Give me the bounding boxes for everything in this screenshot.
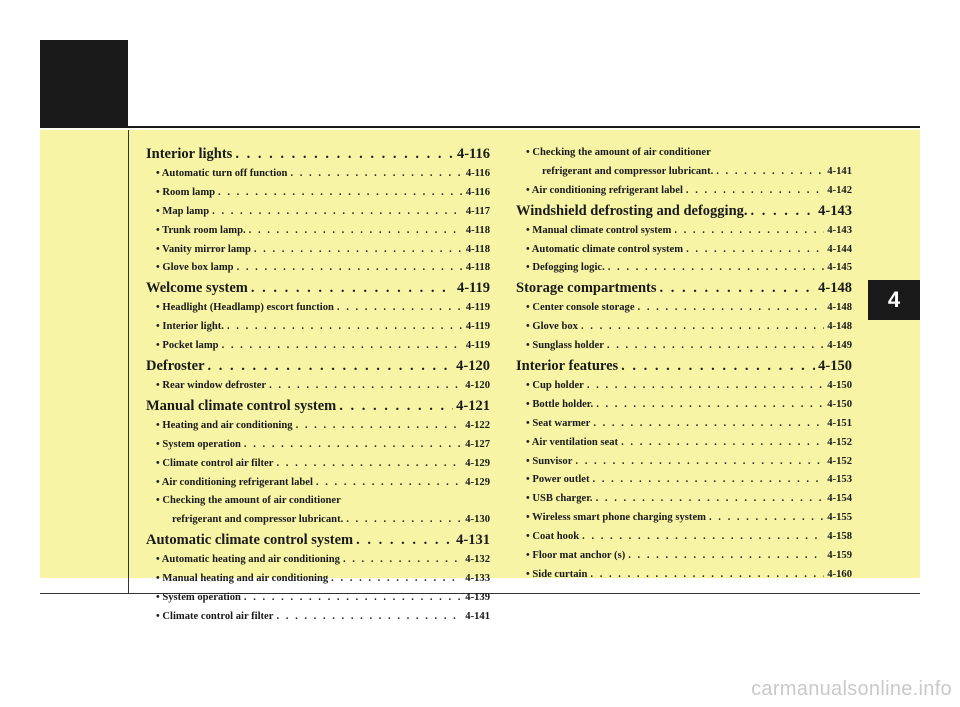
toc-entry[interactable]	[516, 182, 852, 201]
toc-entry-label: • Automatic heating and air conditioning	[156, 554, 340, 566]
toc-page-number: 4-141	[465, 610, 490, 622]
toc-page-number: 4-159	[827, 550, 852, 562]
toc-entry[interactable]	[146, 337, 490, 356]
toc-entry[interactable]	[516, 547, 852, 566]
toc-entry[interactable]	[516, 490, 852, 509]
dot-leader	[621, 434, 824, 453]
toc-section-heading[interactable]	[146, 278, 490, 299]
dot-leader	[608, 259, 825, 278]
toc-entry-label: • Headlight (Headlamp) escort function	[156, 302, 334, 314]
toc-entry[interactable]	[516, 566, 852, 585]
dot-leader	[628, 547, 824, 566]
dot-leader	[751, 201, 816, 222]
toc-entry-label: • Glove box	[526, 321, 578, 333]
dot-leader	[686, 182, 824, 201]
toc-page-number: 4-120	[465, 380, 490, 392]
toc-entry-label: • Bottle holder.	[526, 398, 594, 410]
toc-page-number: 4-148	[827, 302, 852, 314]
toc-entry[interactable]	[516, 241, 852, 260]
toc-entry-label: • Room lamp	[156, 186, 216, 198]
dot-leader	[660, 278, 816, 299]
dot-leader	[227, 318, 463, 337]
toc-page-number: 4-132	[465, 554, 490, 566]
toc-page-number: 4-118	[465, 262, 490, 274]
toc-page-number: 4-120	[456, 358, 490, 375]
toc-entry[interactable]	[146, 184, 490, 203]
toc-entry-label: • Air ventilation seat	[526, 436, 619, 448]
toc-entry[interactable]	[146, 436, 490, 455]
toc-entry-label: • Automatic turn off function	[156, 168, 288, 179]
dot-leader	[276, 455, 462, 474]
toc-page-number: 4-133	[465, 573, 490, 585]
toc-page-number: 4-154	[827, 493, 852, 505]
toc-page-number: 4-129	[465, 476, 490, 488]
toc-page-number: 4-151	[827, 417, 852, 429]
toc-entry-label: • Checking the amount of air conditioner	[156, 495, 341, 507]
toc-section-heading[interactable]	[146, 356, 490, 377]
dot-leader	[337, 299, 463, 318]
dot-leader	[208, 356, 454, 377]
toc-page-number: 4-149	[827, 340, 852, 352]
toc-entry[interactable]	[146, 241, 490, 260]
toc-entry[interactable]	[516, 396, 852, 415]
toc-entry-label: Manual climate control system	[146, 397, 337, 414]
toc-entry-label: • Heating and air conditioning	[156, 419, 293, 431]
toc-entry[interactable]	[146, 222, 490, 241]
toc-page-number: 4-118	[465, 224, 490, 236]
toc-page-number: 4-122	[465, 419, 490, 431]
toc-entry-label: • Glove box lamp	[156, 262, 234, 274]
toc-page-number: 4-144	[827, 243, 852, 255]
toc-page-number: 4-119	[465, 302, 490, 314]
dot-leader	[222, 337, 463, 356]
toc-entry-label: Interior features	[516, 358, 619, 375]
watermark: carmanualsonline.info	[751, 678, 952, 700]
toc-page-number: 4-121	[456, 397, 490, 414]
toc-entry[interactable]	[516, 528, 852, 547]
toc-section-heading[interactable]	[146, 530, 490, 551]
dot-leader	[244, 589, 462, 608]
dot-leader	[254, 241, 463, 260]
toc-entry-label: • System operation	[156, 438, 241, 450]
dot-leader	[596, 396, 824, 415]
toc-entry-label: • Automatic climate control system	[526, 243, 684, 255]
dot-leader	[339, 396, 453, 417]
dot-leader	[218, 184, 463, 203]
toc-section-heading[interactable]	[516, 201, 852, 222]
toc-entry[interactable]	[516, 415, 852, 434]
toc-entry-label: • Air conditioning refrigerant label	[526, 184, 683, 196]
toc-page-number: 4-143	[827, 224, 852, 236]
toc-page-number: 4-117	[465, 205, 490, 217]
toc-entry-label: • Manual heating and air conditioning	[156, 573, 329, 585]
dot-leader	[596, 490, 825, 509]
toc-page-number: 4-160	[827, 568, 852, 580]
toc-entry[interactable]	[516, 453, 852, 472]
toc-entry-label: • Map lamp	[156, 205, 210, 217]
toc-entry-label: • Climate control air filter	[156, 610, 274, 622]
toc-page-number: 4-148	[827, 321, 852, 333]
toc-entry[interactable]	[516, 222, 852, 241]
dot-leader	[593, 415, 824, 434]
toc-entry[interactable]	[146, 589, 490, 608]
dot-leader	[716, 163, 824, 182]
toc-entry[interactable]	[516, 318, 852, 337]
toc-page-number: 4-153	[827, 474, 852, 486]
toc-entry[interactable]	[516, 163, 852, 182]
margin-divider	[128, 130, 129, 594]
toc-page-number: 4-116	[465, 186, 490, 198]
toc-entry[interactable]	[516, 144, 852, 163]
dot-leader	[276, 608, 462, 627]
toc-entry-label: • Side curtain	[526, 568, 588, 580]
dot-leader	[674, 222, 824, 241]
toc-entry-label: • Center console storage	[526, 302, 635, 314]
dot-leader	[343, 551, 462, 570]
toc-page-number: 4-119	[465, 321, 490, 333]
toc-entry-label: Defroster	[146, 358, 205, 375]
toc-entry-label: Interior lights	[146, 146, 233, 162]
dot-leader	[212, 203, 463, 222]
toc-entry-label: • Vanity mirror lamp	[156, 243, 251, 255]
dot-leader	[607, 337, 824, 356]
toc-entry-label: Welcome system	[146, 280, 248, 297]
toc-entry-label: • Checking the amount of air conditioner	[526, 147, 711, 158]
dot-leader	[249, 222, 463, 241]
dot-leader	[593, 471, 825, 490]
dot-leader	[316, 474, 462, 493]
toc-entry-label: • System operation	[156, 592, 241, 604]
toc-page-number: 4-142	[827, 184, 852, 196]
dot-leader	[590, 566, 824, 585]
toc-section-heading[interactable]	[146, 396, 490, 417]
toc-page-number: 4-152	[827, 436, 852, 448]
toc-entry-label: • Seat warmer	[526, 417, 591, 429]
toc-entry[interactable]	[516, 471, 852, 490]
toc-page-number: 4-158	[827, 531, 852, 543]
toc-page-number: 4-150	[827, 380, 852, 392]
toc-entry[interactable]	[146, 455, 490, 474]
dot-leader	[356, 530, 453, 551]
toc-entry-label: Storage compartments	[516, 280, 657, 297]
toc-entry-label: • Coat hook	[526, 531, 580, 543]
toc-page-number: 4-116	[465, 168, 490, 179]
toc-entry[interactable]	[146, 165, 490, 184]
dot-leader	[251, 278, 454, 299]
dot-leader	[269, 377, 462, 396]
toc-entry[interactable]	[146, 417, 490, 436]
toc-entry-label: • Air conditioning refrigerant label	[156, 476, 313, 488]
toc-page-number: 4-131	[456, 532, 490, 549]
toc-section-heading[interactable]	[516, 356, 852, 377]
dot-leader	[709, 509, 824, 528]
toc-page-number: 4-143	[818, 202, 852, 219]
toc-entry-label: • Defogging logic.	[526, 262, 605, 274]
toc-entry[interactable]	[516, 337, 852, 356]
toc-entry[interactable]	[516, 377, 852, 396]
toc-entry-label: refrigerant and compressor lubricant.	[172, 514, 344, 526]
dot-leader	[244, 436, 462, 455]
toc-entry[interactable]	[516, 434, 852, 453]
dot-leader	[575, 453, 824, 472]
toc-page-number: 4-139	[465, 592, 490, 604]
toc-entry-label: • Wireless smart phone charging system	[526, 512, 706, 524]
toc-page-number: 4-141	[827, 165, 852, 177]
toc-section-heading[interactable]	[516, 278, 852, 299]
toc-entry-label: • Floor mat anchor (s)	[526, 550, 626, 562]
dot-leader	[346, 511, 462, 530]
dot-leader	[581, 318, 824, 337]
dot-leader	[235, 144, 454, 165]
toc-entry[interactable]	[146, 570, 490, 589]
toc-entry-label: Windshield defrosting and defogging.	[516, 202, 748, 219]
toc-entry-label: • USB charger.	[526, 493, 593, 505]
dot-leader	[331, 570, 462, 589]
toc-entry-label: • Interior light.	[156, 321, 224, 333]
chapter-header-block	[40, 40, 128, 128]
toc-entry-label: • Cup holder	[526, 380, 584, 392]
toc-page-number: 4-116	[456, 146, 490, 162]
toc-entry[interactable]	[146, 551, 490, 570]
dot-leader	[290, 165, 462, 184]
toc-entry-label: • Pocket lamp	[156, 340, 219, 352]
dot-leader	[638, 299, 825, 318]
chapter-tab[interactable]: 4	[868, 280, 920, 320]
toc-page-number: 4-150	[818, 358, 852, 375]
toc-entry[interactable]	[146, 299, 490, 318]
toc-section-heading[interactable]	[146, 144, 490, 165]
toc-entry-label: Automatic climate control system	[146, 532, 354, 549]
toc-entry[interactable]	[146, 377, 490, 396]
header-rule	[128, 126, 920, 128]
toc-page-number: 4-152	[827, 455, 852, 467]
toc-entry[interactable]	[146, 318, 490, 337]
dot-leader	[237, 259, 463, 278]
toc-entry[interactable]	[146, 492, 490, 511]
toc-entry-label: • Sunglass holder	[526, 340, 604, 352]
toc-page-number: 4-127	[465, 438, 490, 450]
dot-leader	[686, 241, 824, 260]
toc-entry-label: • Manual climate control system	[526, 224, 672, 236]
toc-page-number: 4-129	[465, 457, 490, 469]
toc-page-number: 4-130	[465, 514, 490, 526]
toc-entry[interactable]	[146, 511, 490, 530]
toc-entry[interactable]	[146, 259, 490, 278]
toc-page-number: 4-148	[818, 280, 852, 297]
toc-entry[interactable]	[146, 203, 490, 222]
toc-entry[interactable]	[516, 259, 852, 278]
dot-leader	[587, 377, 824, 396]
toc-entry[interactable]	[516, 509, 852, 528]
dot-leader	[621, 356, 815, 377]
toc-entry-label: • Trunk room lamp.	[156, 224, 246, 236]
dot-leader	[582, 528, 824, 547]
toc-entry-label: • Rear window defroster	[156, 380, 267, 392]
toc-left-column	[146, 144, 490, 627]
toc-right-column	[516, 144, 852, 585]
toc-entry-label: • Sunvisor	[526, 455, 573, 467]
toc-page-number: 4-118	[465, 243, 490, 255]
dot-leader	[296, 417, 463, 436]
toc-page-number: 4-145	[827, 262, 852, 274]
toc-entry-label: • Climate control air filter	[156, 457, 274, 469]
toc-page-number: 4-119	[456, 280, 490, 297]
toc-entry-label: • Power outlet	[526, 474, 590, 486]
toc-page-number: 4-119	[465, 340, 490, 352]
toc-entry[interactable]	[516, 299, 852, 318]
toc-entry[interactable]	[146, 608, 490, 627]
toc-page-number: 4-150	[827, 398, 852, 410]
toc-page-number: 4-155	[827, 512, 852, 524]
toc-entry[interactable]	[146, 474, 490, 493]
toc-entry-label: refrigerant and compressor lubricant.	[542, 165, 714, 177]
